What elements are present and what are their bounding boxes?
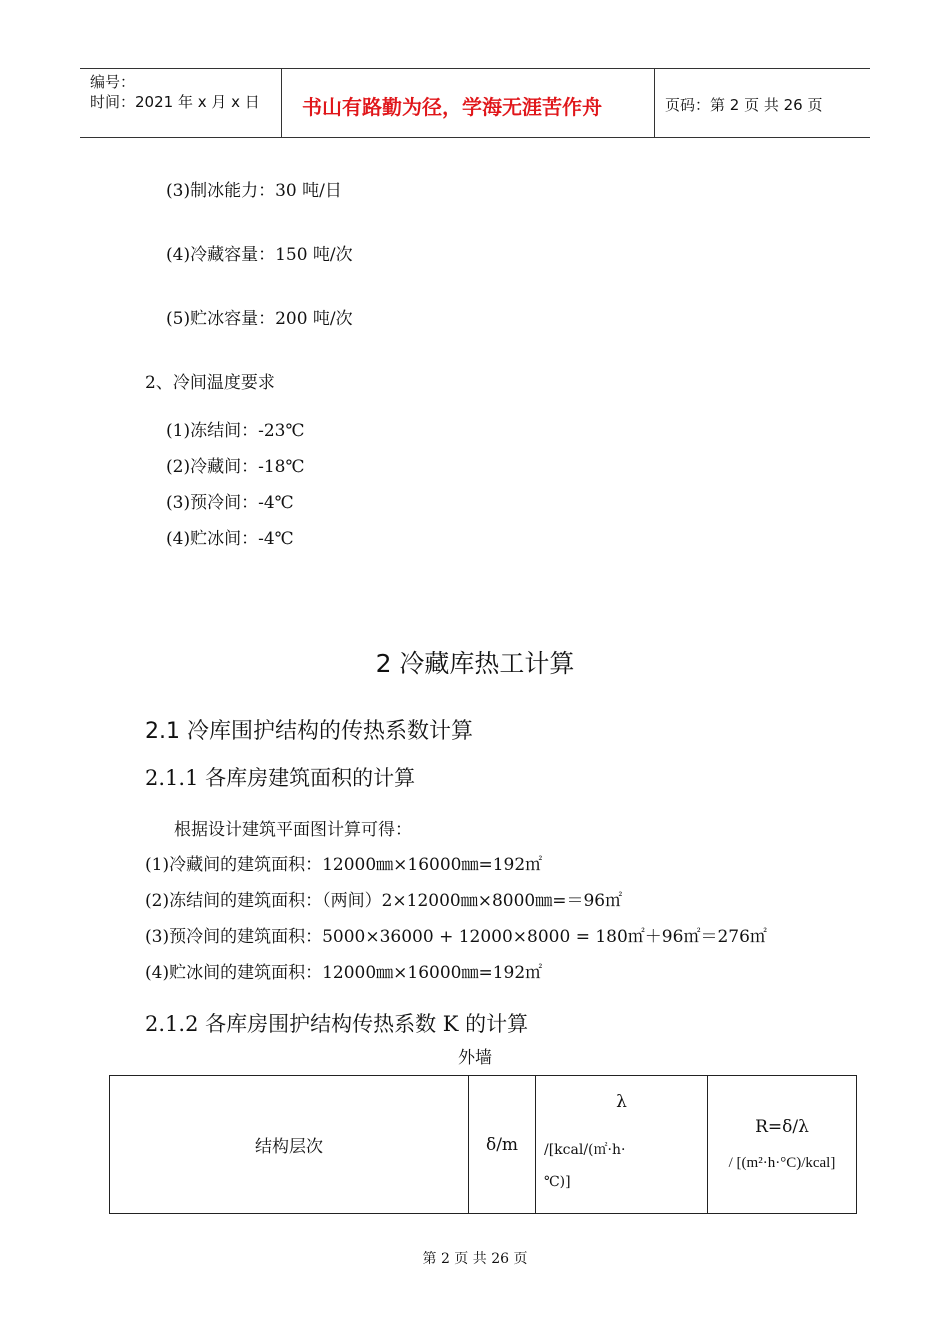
header-divider (281, 69, 282, 137)
chapter-title: 2 冷藏库热工计算 (375, 649, 575, 678)
table-header-row (110, 1076, 857, 1214)
col-conductivity-unit: ℃)] (544, 1173, 571, 1190)
section-heading-2-1: 2.1 冷库围护结构的传热系数计算 (145, 719, 473, 744)
temp-item: (2)冷藏间：-18℃ (166, 457, 305, 477)
temp-item: (3)预冷间：-4℃ (166, 493, 294, 513)
spec-item: (4)冷藏容量：150 吨/次 (166, 245, 353, 265)
table-header-cell (536, 1076, 708, 1214)
section-heading-2-1-1: 2.1.1 各库房建筑面积的计算 (145, 766, 416, 790)
col-thickness-label: δ/m (485, 1134, 519, 1155)
header-motto: 书山有路勤为径，学海无涯苦作舟 (302, 95, 602, 119)
header-serial: 编号： (90, 73, 136, 91)
col-resistance-unit: / [(m²·h·°C)/kcal] (728, 1155, 836, 1171)
temp-section-title: 2、冷间温度要求 (145, 373, 275, 393)
spec-item: (5)贮冰容量：200 吨/次 (166, 309, 353, 329)
page-footer: 第 2 页 共 26 页 (422, 1251, 528, 1267)
table-header-cell (708, 1076, 857, 1214)
area-item: (2)冻结间的建筑面积：（两间）2×12000㎜×8000㎜=＝96㎡ (145, 891, 623, 911)
outer-wall-table (109, 1075, 857, 1214)
temp-item: (4)贮冰间：-4℃ (166, 529, 294, 549)
temp-item: (1)冻结间：-23℃ (166, 421, 305, 441)
area-item: (3)预冷间的建筑面积：5000×36000 + 12000×8000 = 180㎡＋96㎡＝276㎡ (145, 927, 767, 947)
table-caption: 外墙 (458, 1048, 492, 1068)
page-header (80, 68, 870, 138)
col-resistance-formula: R=δ/λ (755, 1117, 809, 1137)
col-conductivity-unit: /[kcal/(㎡·h· (544, 1141, 626, 1158)
header-page-info: 页码：第 2 页 共 26 页 (665, 96, 823, 114)
area-intro: 根据设计建筑平面图计算可得： (174, 820, 412, 840)
header-divider (654, 69, 655, 137)
header-time: 时间：2021 年 x 月 x 日 (90, 93, 260, 111)
table-header-cell (110, 1076, 469, 1214)
section-heading-2-1-2: 2.1.2 各库房围护结构传热系数 K 的计算 (145, 1012, 529, 1036)
area-item: (1)冷藏间的建筑面积：12000㎜×16000㎜=192㎡ (145, 855, 543, 875)
spec-item: (3)制冰能力：30 吨/日 (166, 181, 342, 201)
table-header-cell (469, 1076, 536, 1214)
col-conductivity-symbol: λ (616, 1091, 627, 1112)
col-structure-label: 结构层次 (255, 1137, 323, 1157)
area-item: (4)贮冰间的建筑面积：12000㎜×16000㎜=192㎡ (145, 963, 543, 983)
